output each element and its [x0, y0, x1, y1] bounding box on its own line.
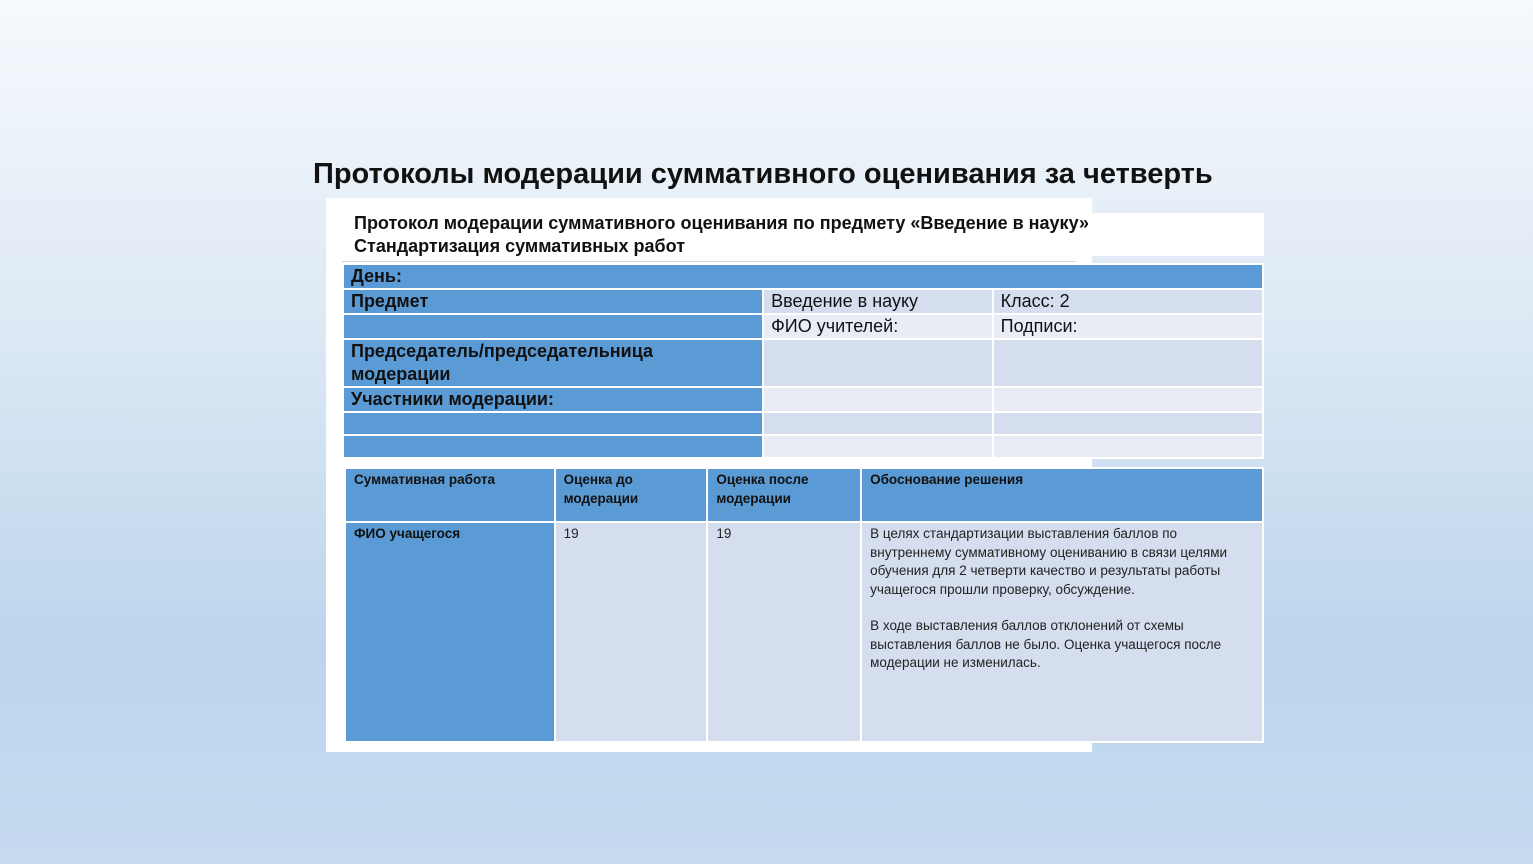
protocol-heading — [354, 212, 1089, 258]
separator-line — [342, 261, 1076, 262]
participant-signature-cell — [993, 412, 1263, 435]
participant-name-cell — [763, 387, 993, 412]
subject-value-cell: Введение в науку — [763, 289, 993, 314]
teachers-label-cell: ФИО учителей: — [763, 314, 993, 339]
participants-label-cell: Участники модерации: — [343, 387, 763, 412]
class-cell: Класс: 2 — [993, 289, 1263, 314]
moderation-results-table — [344, 467, 1264, 743]
participant-name-cell — [763, 435, 993, 458]
slide-title: Протоколы модерации суммативного оценивания за четверть — [313, 158, 1213, 190]
protocol-heading-line2: Стандартизация суммативных работ — [354, 236, 686, 256]
participant-name-cell — [763, 412, 993, 435]
header-score-after: Оценка после модерации — [707, 468, 861, 522]
chair-signature-cell — [993, 339, 1263, 387]
justification-cell — [861, 522, 1263, 742]
document-panel-header-extension — [1092, 213, 1264, 256]
participant-signature-cell — [993, 435, 1263, 458]
signatures-label-cell: Подписи: — [993, 314, 1263, 339]
header-summative-work: Суммативная работа — [345, 468, 555, 522]
score-after-cell: 19 — [707, 522, 861, 742]
header-justification: Обоснование решения — [861, 468, 1263, 522]
justification-paragraph: В целях стандартизации выставления баллов по внутреннему суммативному оцениванию в связи целями обучения для 2 четверти качество и результаты работы учащегося прошли проверку, обсуждение. — [870, 526, 1228, 597]
protocol-heading-line1: Протокол модерации суммативного оценивания по предмету «Введение в науку» — [354, 213, 1090, 233]
subject-label-cell: Предмет — [343, 289, 763, 314]
student-name-cell: ФИО учащегося — [345, 522, 555, 742]
participant-label-cell — [343, 412, 763, 435]
participant-signature-cell — [993, 387, 1263, 412]
justification-paragraph: В ходе выставления баллов отклонений от схемы выставления баллов не было. Оценка учащегося после модерации не изменилась. — [870, 618, 1222, 670]
header-score-before: Оценка до модерации — [555, 468, 708, 522]
moderation-form-table — [342, 263, 1264, 459]
chair-label-cell: Председатель/председательница модерации — [343, 339, 763, 387]
day-cell: День: — [343, 264, 1263, 289]
score-before-cell: 19 — [555, 522, 708, 742]
empty-label-cell — [343, 314, 763, 339]
participant-label-cell — [343, 435, 763, 458]
chair-name-cell — [763, 339, 993, 387]
